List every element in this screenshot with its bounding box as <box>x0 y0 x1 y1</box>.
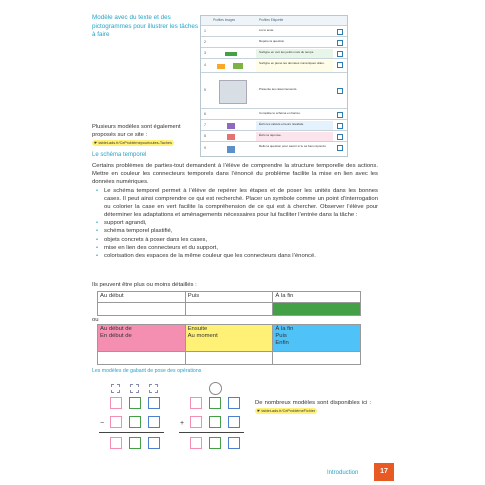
result-line <box>99 432 164 433</box>
digit-box <box>148 397 160 409</box>
digit-box <box>148 437 160 449</box>
connector-text: Au début de <box>100 326 132 332</box>
digit-box <box>228 416 240 428</box>
timeline-table-simple <box>97 291 361 316</box>
row-text: Complète le schéma en barres. <box>259 111 301 115</box>
bullet-item: • colorisation des espaces de la même couleur que les connecteurs dans l’énoncé. <box>96 252 378 260</box>
row-text: Écris ta réponse. <box>259 133 282 137</box>
checkbox-icon <box>337 88 343 94</box>
bullet-main: • Le schéma temporel permet à l’élève de repérer les étapes et de poser les unités dans les bonnes cases. Il peut ainsi comprendre ce qui est recherché. Placer un symbole comme un point d’interrogation ou colorier la case en vert facilite la compréhension de ce qui est à chercher. Observer l’élève pour déterminer les adaptations et aménagements nécessaires pour lui faciliter l’entrée dans la tâche : <box>96 187 378 219</box>
link-text-2: tablet-ads.fr/CeProblèmeFichier <box>261 409 316 413</box>
digit-box <box>190 437 202 449</box>
models-paragraph <box>92 123 192 147</box>
row-text: Repère la question. <box>259 39 286 43</box>
cell-empty <box>98 352 186 365</box>
row-text: Surligne en vert les petits mots du temps. <box>259 50 315 54</box>
checkbox-icon <box>337 134 343 140</box>
carry-circle <box>209 382 222 395</box>
cell-empty <box>98 303 186 316</box>
carry-box <box>130 384 139 393</box>
resource-link[interactable]: ☛ tablet-ads.fr/CeProblèmepourtoutes-Taches <box>94 141 172 145</box>
plus-sign: + <box>180 420 185 427</box>
row-number: 8 <box>204 134 206 138</box>
row-number: 4 <box>204 63 206 67</box>
intro-title: Modèle avec du texte et des pictogrammes pour illustrer les tâches à faire <box>92 14 199 39</box>
timeline-table-detailed <box>97 324 361 365</box>
thumb-row <box>201 58 347 73</box>
checkbox-icon <box>337 123 343 129</box>
bullet-item: • support agrandi, <box>96 219 378 227</box>
digit-box <box>148 416 160 428</box>
carry-box <box>111 384 120 393</box>
digit-box <box>209 416 221 428</box>
thumb-head-right: Profites Etiquette <box>259 18 284 22</box>
digit-box <box>228 397 240 409</box>
row-text: Présente tes raisonnements. <box>259 87 298 91</box>
row-text: Surligne en jaune les données numériques utiles. <box>259 61 325 65</box>
cell-empty <box>185 352 273 365</box>
digit-box <box>228 437 240 449</box>
bullet-item: • objets concrets à poser dans les cases, <box>96 236 378 244</box>
connector-text: Au moment <box>187 333 218 339</box>
minus-sign: − <box>100 420 105 427</box>
cell-header: À la fin <box>273 292 361 303</box>
connector-text: Enfin <box>275 340 289 346</box>
digit-box <box>209 397 221 409</box>
schema-paragraph: Certains problèmes de parties-tout demandent à l’élève de comprendre la structure temporelle des actions. Mettre en couleur les connecteurs temporels dans l’énoncé du problème facilite la mise en lien avec les données numériques. <box>92 163 378 186</box>
row-text: Lis le texte. <box>259 28 275 32</box>
models-text: Plusieurs modèles sont également proposés sur ce site : <box>92 124 181 138</box>
link-text: tablet-ads.fr/CeProblèmepourtoutes-Taches <box>98 141 172 145</box>
digit-box <box>129 397 141 409</box>
row-number: 5 <box>204 88 206 92</box>
row-text: Écris les calculs et leurs résultats. <box>259 122 305 126</box>
schema-bullets <box>96 187 378 260</box>
checkbox-icon <box>337 145 343 151</box>
resource-link-2[interactable]: ☛ tablet-ads.fr/CeProblèmeFichier <box>257 409 316 413</box>
digit-box <box>110 416 122 428</box>
thumb-head-left: Profites Images <box>213 18 236 22</box>
cell-empty <box>273 352 361 365</box>
cell-header: Au début <box>98 292 186 303</box>
digit-box <box>190 416 202 428</box>
checkbox-icon <box>337 51 343 57</box>
section-title-schema: Le schéma temporel <box>92 152 147 158</box>
row-number: 9 <box>204 146 206 150</box>
or-label: ou <box>92 317 99 323</box>
row-number: 6 <box>204 112 206 116</box>
cell-connector-blue <box>273 325 361 352</box>
detail-line: Ils peuvent être plus ou moins détaillés : <box>92 282 197 288</box>
row-number: 3 <box>204 51 206 55</box>
thumb-row <box>201 72 347 109</box>
bullet-item: • schéma temporel plastifié, <box>96 227 378 235</box>
row-text: Relis ta question pour savoir si tu as bien répondu. <box>259 144 327 148</box>
cell-connector-yellow <box>185 325 273 352</box>
thumb-header <box>201 16 347 25</box>
connector-text: À la fin <box>275 326 294 332</box>
digit-box <box>209 437 221 449</box>
cell-connector-pink <box>98 325 186 352</box>
page-number: 17 <box>374 463 394 481</box>
row-number: 7 <box>204 123 206 127</box>
row-number: 1 <box>204 29 206 33</box>
connector-text: Puis <box>275 333 287 339</box>
digit-box <box>110 397 122 409</box>
thumb-row <box>201 141 347 156</box>
connector-text: En début de <box>100 333 132 339</box>
digit-box <box>110 437 122 449</box>
carry-box <box>149 384 158 393</box>
models-text-2: De nombreux modèles sont disponibles ici : <box>255 400 371 406</box>
digit-box <box>129 437 141 449</box>
checkbox-icon <box>337 112 343 118</box>
digit-box <box>129 416 141 428</box>
cell-empty <box>185 303 273 316</box>
bullet-item: • mise en lien des connecteurs et du support, <box>96 244 378 252</box>
checkbox-icon <box>337 29 343 35</box>
cell-header: Puis <box>185 292 273 303</box>
task-table-thumbnail <box>200 15 348 157</box>
models-paragraph-2 <box>255 399 371 415</box>
footer-section-label: Introduction <box>327 470 359 476</box>
cell-target <box>273 303 361 316</box>
checkbox-icon <box>337 40 343 46</box>
digit-box <box>190 397 202 409</box>
result-line <box>179 432 244 433</box>
checkbox-icon <box>337 62 343 68</box>
section-title-gabarit: Les modèles de gabarit de pose des opérations <box>92 368 202 374</box>
row-number: 2 <box>204 40 206 44</box>
connector-text: Ensuite <box>187 326 208 332</box>
